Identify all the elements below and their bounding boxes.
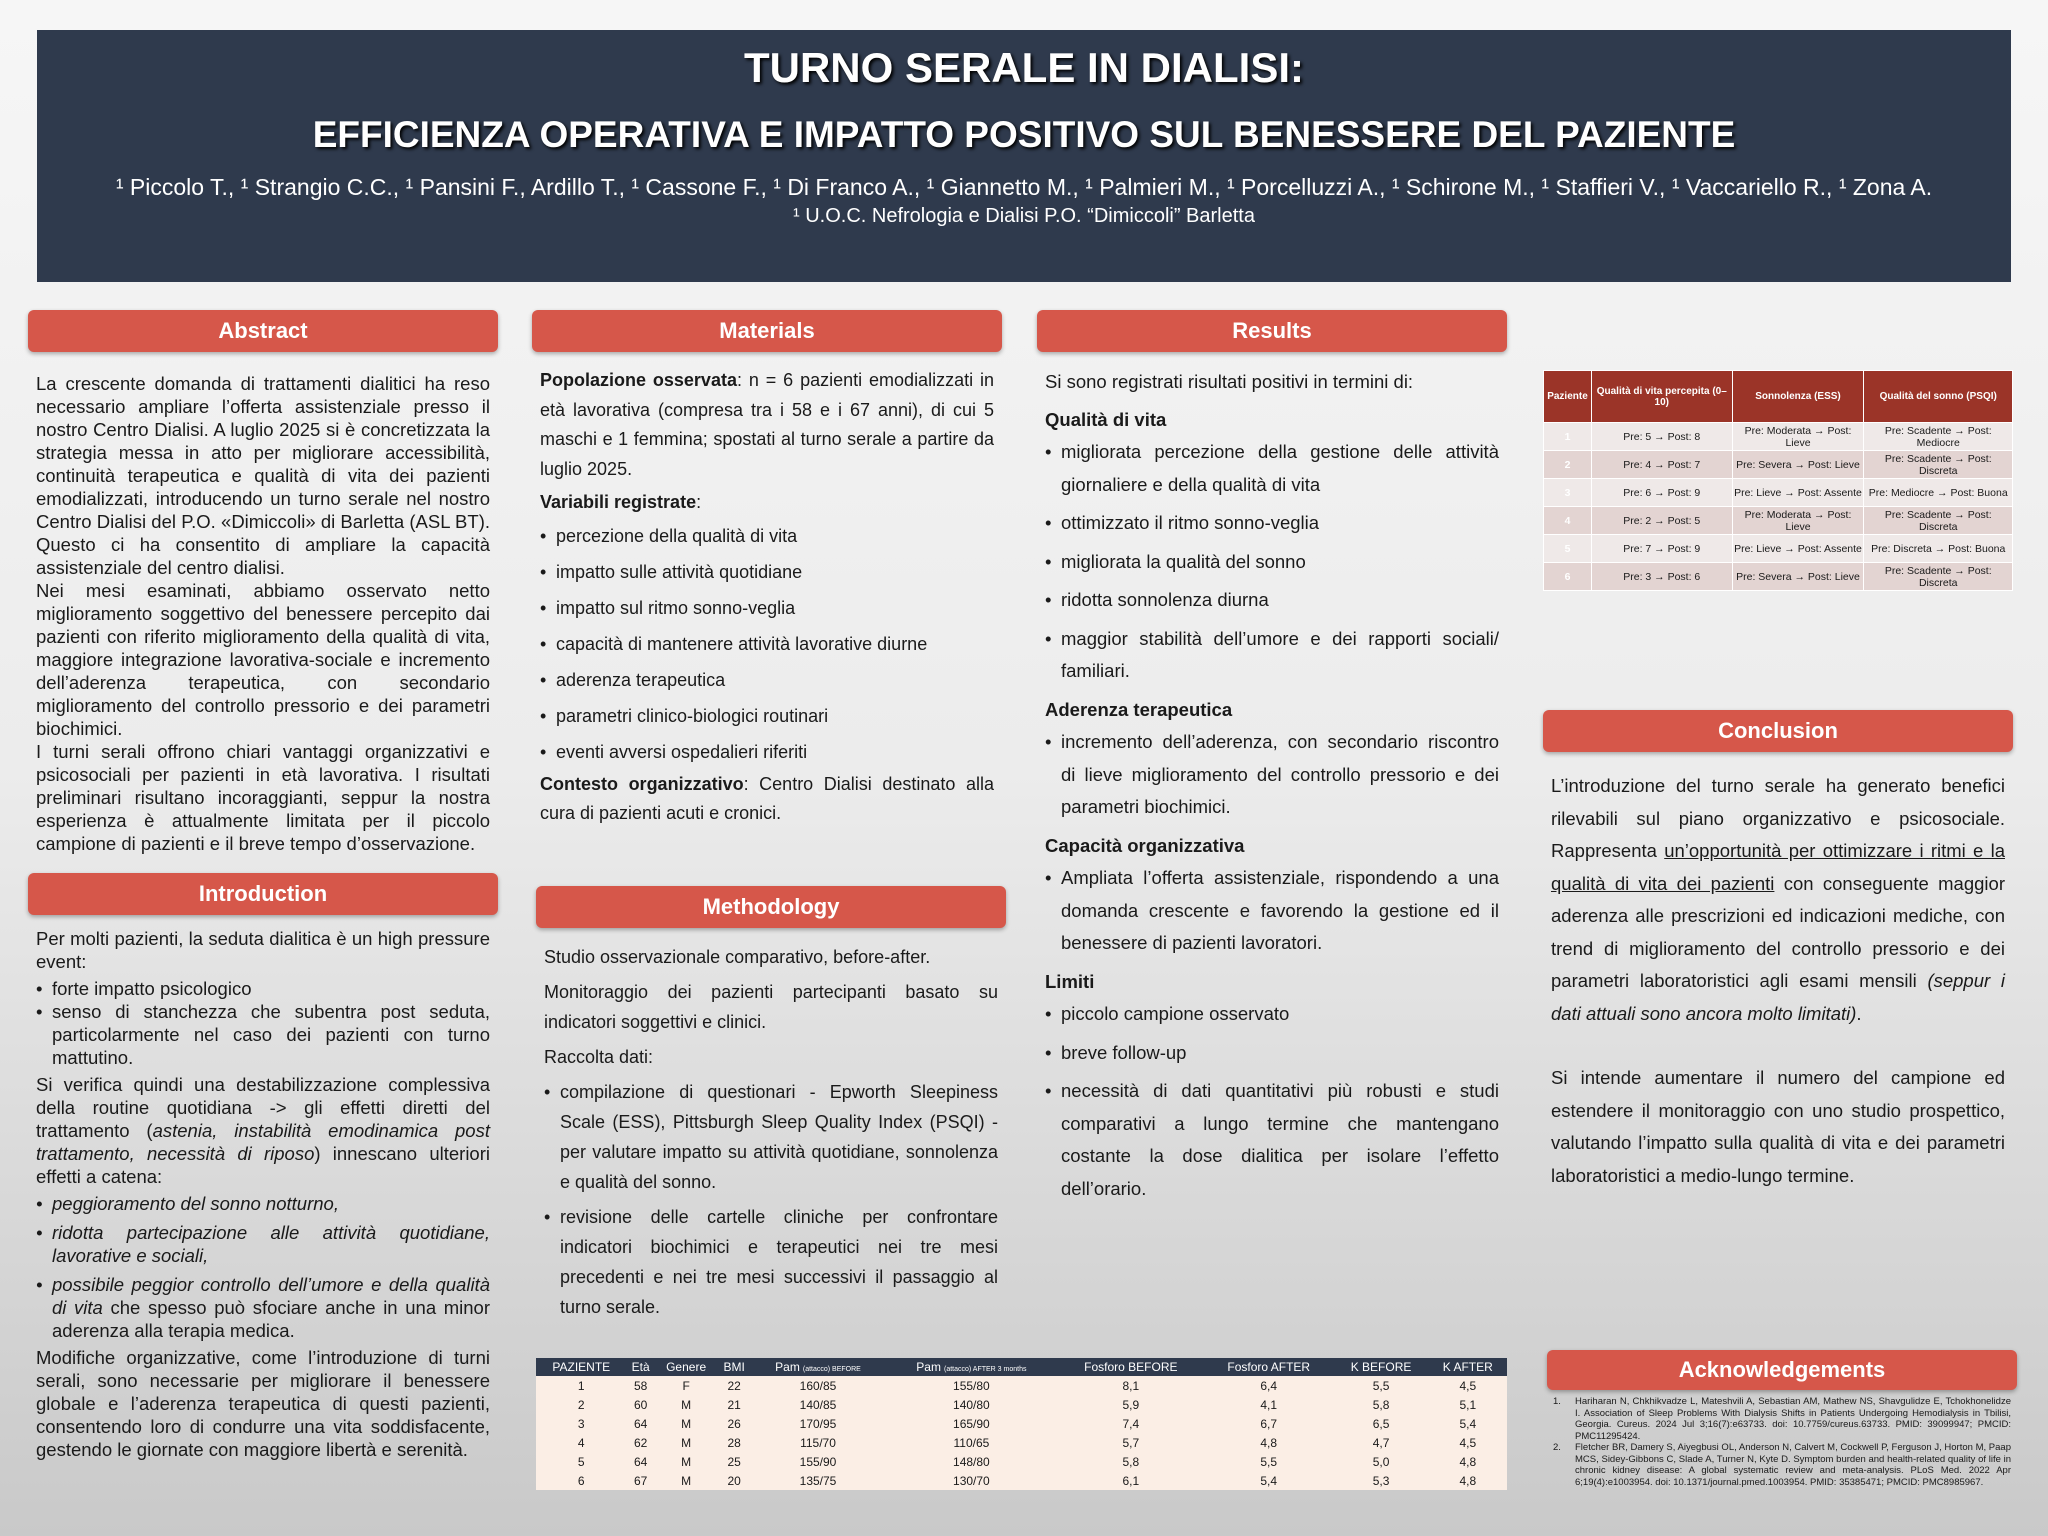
text: che spesso può sfociare anche in una minor aderenza alla terapia medica. bbox=[52, 1297, 491, 1341]
column-header bbox=[1204, 1358, 1334, 1376]
table-row bbox=[536, 1414, 1507, 1433]
table-row bbox=[1544, 423, 2013, 451]
table-row bbox=[536, 1452, 1507, 1471]
context bbox=[540, 770, 994, 829]
results-subheading: Qualità di vita bbox=[1045, 408, 1167, 430]
list-item: • necessità di dati quantitativi più robusti e studi comparativi a lungo termine che mantengano costante la dose dialitica per isolare l’effetto dell’orario. bbox=[1045, 1075, 1499, 1205]
intro-p1: Per molti pazienti, la seduta dialitica è un high pressure event: bbox=[36, 928, 490, 972]
results-intro: Si sono registrati risultati positivi in termini di: bbox=[1045, 371, 1414, 392]
list-item: • migliorata la qualità del sonno bbox=[1045, 546, 1499, 579]
results-list bbox=[1045, 726, 1499, 824]
table-cell: 5,8 bbox=[1058, 1452, 1204, 1471]
table-cell: 130/70 bbox=[885, 1471, 1058, 1490]
table-cell: 6,4 bbox=[1204, 1376, 1334, 1395]
list-item: • aderenza terapeutica bbox=[540, 662, 994, 698]
list-item: • revisione delle cartelle cliniche per confrontare indicatori biochimici e terapeutici nei tre mesi precedenti e nei tre mesi successivi il passaggio al turno serale. bbox=[544, 1202, 998, 1322]
variables-label bbox=[540, 488, 994, 518]
table-header-row bbox=[536, 1358, 1507, 1376]
table-cell: 8,1 bbox=[1058, 1376, 1204, 1395]
method-p1: Studio osservazionale comparativo, before-after. bbox=[544, 947, 931, 967]
table-cell: 5,0 bbox=[1334, 1452, 1429, 1471]
header-text: Età bbox=[631, 1360, 650, 1374]
text: L’introduzione del turno serale ha generato benefici rilevabili sul piano organizzativo e psicosociale. Rappresenta bbox=[1551, 775, 2005, 861]
column-header bbox=[1334, 1358, 1429, 1376]
table-cell: 5,9 bbox=[1058, 1395, 1204, 1414]
method-p2: Monitoraggio dei pazienti partecipanti basato su indicatori soggettivi e clinici. bbox=[544, 982, 998, 1032]
table-cell: 60 bbox=[627, 1395, 655, 1414]
table-cell: 21 bbox=[717, 1395, 750, 1414]
table-cell: 5,4 bbox=[1204, 1471, 1334, 1490]
table-cell: 5 bbox=[1544, 535, 1592, 563]
table-cell: Pre: 4 → Post: 7 bbox=[1592, 451, 1733, 479]
table-cell: 64 bbox=[627, 1414, 655, 1433]
table-cell: M bbox=[655, 1452, 718, 1471]
table-cell: Pre: Moderata → Post: Lieve bbox=[1732, 507, 1864, 535]
clinical-table bbox=[536, 1358, 1507, 1490]
list-item: • forte impatto psicologico bbox=[36, 977, 490, 1000]
table-cell: 5,1 bbox=[1429, 1395, 1507, 1414]
text: : bbox=[696, 492, 702, 512]
affiliation: ¹ U.O.C. Nefrologia e Dialisi P.O. “Dimiccoli” Barletta bbox=[793, 205, 1255, 227]
header-text: Pam bbox=[916, 1360, 941, 1374]
table-cell: 4,5 bbox=[1429, 1376, 1507, 1395]
conclusion-p2: Si intende aumentare il numero del campione ed estendere il monitoraggio con uno studio prospettico, valutando l’impatto sulla qualità di vita e dei parametri laboratoristici a medio-lungo termine. bbox=[1551, 1067, 2005, 1186]
table-cell: Pre: Scadente → Post: Discreta bbox=[1864, 507, 2013, 535]
table-cell: 165/90 bbox=[885, 1414, 1058, 1433]
header-text: BMI bbox=[723, 1360, 745, 1374]
column-header bbox=[717, 1358, 750, 1376]
label: Popolazione osservata bbox=[540, 370, 737, 390]
text: . bbox=[1856, 1002, 1862, 1024]
table-cell: Pre: Moderata → Post: Lieve bbox=[1732, 423, 1864, 451]
table-cell: 5,5 bbox=[1334, 1376, 1429, 1395]
authors: ¹ Piccolo T., ¹ Strangio C.C., ¹ Pansini F., Ardillo T., ¹ Cassone F., ¹ Di Franco A., ¹ Giannetto M., ¹ Palmieri M., ¹ Porcelluzzi A., ¹ Schirone M., ¹ Staffieri V., ¹ Vaccariello R., ¹ Zona A. bbox=[115, 174, 1933, 200]
list-item: • Ampliata l’offerta assistenziale, rispondendo a una domanda crescente e favorendo la gestione ed il benessere di pazienti lavoratori. bbox=[1045, 862, 1499, 960]
intro-p2 bbox=[36, 1073, 490, 1188]
introduction-section bbox=[28, 873, 498, 1461]
abstract-p1: La crescente domanda di trattamenti dialitici ha reso necessario ampliare l’offerta assistenziale presso il nostro Centro Dialisi. A luglio 2025 si è concretizzata la strategia messa in atto per migliorare accessibilità, continuità terapeutica e qualità di vita dei pazienti emodializzati, introducendo un turno serale nel nostro Centro Dialisi del P.O. «Dimiccoli» di Barletta (ASL BT). Questo ci ha consentito di ampliare la capacità assistenziale del centro dialisi. bbox=[36, 373, 490, 578]
table-cell: 110/65 bbox=[885, 1433, 1058, 1452]
results-subheading: Capacità organizzativa bbox=[1045, 834, 1245, 856]
table-cell: 28 bbox=[717, 1433, 750, 1452]
header-text: K BEFORE bbox=[1350, 1360, 1412, 1374]
table-cell: 7,4 bbox=[1058, 1414, 1204, 1433]
column-header bbox=[885, 1358, 1058, 1376]
table-cell: Pre: Discreta → Post: Buona bbox=[1864, 535, 2013, 563]
results-subheading: Limiti bbox=[1045, 970, 1095, 992]
table-row bbox=[1544, 451, 2013, 479]
label: Contesto organizzativo bbox=[540, 773, 744, 794]
table-cell: 5,5 bbox=[1204, 1452, 1334, 1471]
table-cell: 5,7 bbox=[1058, 1433, 1204, 1452]
text: un’opportunità per ottimizzare i ritmi e la qualità di vita dei pazienti bbox=[1551, 840, 2005, 894]
materials-section bbox=[532, 310, 1002, 829]
results-subheading: Aderenza terapeutica bbox=[1045, 698, 1233, 720]
column-header bbox=[536, 1358, 627, 1376]
list-item: • ridotta partecipazione alle attività quotidiane, lavorative e sociali, bbox=[36, 1221, 490, 1267]
variables-list bbox=[540, 518, 994, 770]
results-list bbox=[1045, 998, 1499, 1205]
list-item: • impatto sulle attività quotidiane bbox=[540, 554, 994, 590]
table-row bbox=[536, 1376, 1507, 1395]
table-cell: Pre: Scadente → Post: Discreta bbox=[1864, 451, 2013, 479]
header-text: (attacco) BEFORE bbox=[802, 1366, 861, 1373]
text: con conseguente maggior aderenza alle prescrizioni ed indicazioni mediche, con trend di miglioramento del controllo pressorio e dei parametri laboratoristici agli esami mensili bbox=[1551, 872, 2005, 991]
table-row bbox=[536, 1471, 1507, 1490]
intro-p3: Modifiche organizzative, come l’introduzione di turni serali, sono necessarie per migliorare il benessere globale e l’aderenza terapeutica di questi pazienti, consentendo loro di condurre una vita soddisfacente, gestendo le giornate con maggiore libertà e serenità. bbox=[36, 1347, 490, 1460]
methodology-section bbox=[536, 886, 1006, 1322]
table-cell: Pre: 6 → Post: 9 bbox=[1592, 479, 1733, 507]
table-cell: M bbox=[655, 1395, 718, 1414]
table-cell: 5,4 bbox=[1429, 1414, 1507, 1433]
table-cell: Pre: Lieve → Post: Assente bbox=[1732, 535, 1864, 563]
table-cell: 5 bbox=[536, 1452, 627, 1471]
table-cell: M bbox=[655, 1471, 718, 1490]
header-text: Fosforo AFTER bbox=[1227, 1360, 1311, 1374]
column-header: Qualità di vita percepita (0–10) bbox=[1592, 371, 1733, 423]
list-item: • senso di stanchezza che subentra post seduta, particolarmente nel caso dei pazienti con turno mattutino. bbox=[36, 1000, 490, 1069]
column-header: Qualità del sonno (PSQI) bbox=[1864, 371, 2013, 423]
text: : n = 6 pazienti emodializzati in età lavorativa (compresa tra i 58 e i 67 anni), di cui 5 maschi e 1 femmina; spostati al turno serale a partire da luglio 2025. bbox=[540, 370, 994, 479]
column-header: Paziente bbox=[1544, 371, 1592, 423]
column-header bbox=[751, 1358, 885, 1376]
text: ) innescano ulteriori effetti a catena: bbox=[36, 1143, 490, 1187]
conclusion-heading: Conclusion bbox=[1543, 710, 2013, 752]
table-cell: 160/85 bbox=[751, 1376, 885, 1395]
header-text: Pam bbox=[775, 1360, 800, 1374]
list-item: • maggior stabilità dell’umore e dei rapporti sociali/ familiari. bbox=[1045, 623, 1499, 688]
table-row bbox=[1544, 507, 2013, 535]
list-item: • impatto sul ritmo sonno-veglia bbox=[540, 590, 994, 626]
table-cell: 4 bbox=[1544, 507, 1592, 535]
table-cell: Pre: 5 → Post: 8 bbox=[1592, 423, 1733, 451]
abstract-section bbox=[28, 310, 498, 855]
table-cell: Pre: Scadente → Post: Discreta bbox=[1864, 563, 2013, 591]
text: : Centro Dialisi destinato alla cura di pazienti acuti e cronici. bbox=[540, 773, 994, 823]
table-cell: 62 bbox=[627, 1433, 655, 1452]
table-cell: 25 bbox=[717, 1452, 750, 1471]
header-text: PAZIENTE bbox=[552, 1360, 611, 1374]
table-cell: 4,1 bbox=[1204, 1395, 1334, 1414]
table-cell: 155/90 bbox=[751, 1452, 885, 1471]
reference-item: 2. Fletcher BR, Damery S, Aiyegbusi OL, Anderson N, Calvert M, Cockwell P, Ferguson J, Horton M, Paap MCS, Sidey-Gibbons C, Slade A, Turner N, Kyte D. Symptom burden and health-related quality of life in chronic kidney disease: A global systematic review and meta-analysis. PLoS Med. 2022 Apr 6;19(4):e1003954. doi: 10.1371/journal.pmed.1003954. PMID: 35385471; PMCID: PMC8985967. bbox=[1553, 1442, 2011, 1488]
table-cell: 67 bbox=[627, 1471, 655, 1490]
table-cell: 4,7 bbox=[1334, 1433, 1429, 1452]
header-text: Fosforo BEFORE bbox=[1084, 1360, 1178, 1374]
table-cell: 3 bbox=[1544, 479, 1592, 507]
table-row bbox=[536, 1395, 1507, 1414]
table-row bbox=[536, 1433, 1507, 1452]
list-item: • percezione della qualità di vita bbox=[540, 518, 994, 554]
text: Si verifica quindi una destabilizzazione complessiva della routine quotidiana -> gli effetti diretti del trattamento ( bbox=[36, 1074, 490, 1141]
table-cell: 170/95 bbox=[751, 1414, 885, 1433]
table-cell: 115/70 bbox=[751, 1433, 885, 1452]
table-cell: 6 bbox=[1544, 563, 1592, 591]
table-cell: Pre: Severa → Post: Lieve bbox=[1732, 451, 1864, 479]
table-cell: 4,8 bbox=[1204, 1433, 1334, 1452]
table-cell: 22 bbox=[717, 1376, 750, 1395]
table-cell: M bbox=[655, 1433, 718, 1452]
list-item: • eventi avversi ospedalieri riferiti bbox=[540, 734, 994, 770]
table-cell: Pre: 3 → Post: 6 bbox=[1592, 563, 1733, 591]
materials-heading: Materials bbox=[532, 310, 1002, 352]
table-cell: 5,3 bbox=[1334, 1471, 1429, 1490]
column-header bbox=[1058, 1358, 1204, 1376]
list-item: • ottimizzato il ritmo sonno-veglia bbox=[1045, 507, 1499, 540]
table-cell: 20 bbox=[717, 1471, 750, 1490]
list-item: • breve follow-up bbox=[1045, 1037, 1499, 1070]
table-cell: Pre: Mediocre → Post: Buona bbox=[1864, 479, 2013, 507]
conclusion-section bbox=[1543, 710, 2013, 1192]
list-item bbox=[36, 1273, 490, 1342]
table-cell: 155/80 bbox=[885, 1376, 1058, 1395]
table-row bbox=[1544, 563, 2013, 591]
table-cell: 4,5 bbox=[1429, 1433, 1507, 1452]
text: (seppur i dati attuali sono ancora molto limitati) bbox=[1551, 970, 2005, 1024]
poster-title: TURNO SERALE IN DIALISI: bbox=[743, 44, 1304, 91]
outcome-table bbox=[1543, 370, 2013, 591]
column-header: Sonnolenza (ESS) bbox=[1732, 371, 1864, 423]
table-cell: 4 bbox=[536, 1433, 627, 1452]
reference-item: 1. Hariharan N, Chkhikvadze L, Mateshvili A, Sebastian AM, Mathew NS, Shavgulidze E, Tchokhonelidze I. Association of Sleep Problems With Dialysis Shifts in Patients Undergoing Hemodialysis in Tbilisi, Georgia. Cureus. 2024 Jul 3;16(7):e63733. doi: 10.7759/cureus.63733. PMID: 39099947; PMCID: PMC11295424. bbox=[1553, 1396, 2011, 1442]
table-cell: Pre: Scadente → Post: Mediocre bbox=[1864, 423, 2013, 451]
table-cell: 6,1 bbox=[1058, 1471, 1204, 1490]
table-cell: 3 bbox=[536, 1414, 627, 1433]
table-cell: 4,8 bbox=[1429, 1471, 1507, 1490]
list-item: • piccolo campione osservato bbox=[1045, 998, 1499, 1031]
abstract-p2: Nei mesi esaminati, abbiamo osservato netto miglioramento soggettivo del benessere percepito dai pazienti con riferito miglioramento della qualità di vita, maggiore integrazione lavorativa-sociale e incremento dell’aderenza terapeutica, con secondario miglioramento del controllo pressorio e dei parametri biochimici. bbox=[36, 580, 490, 739]
results-list bbox=[1045, 862, 1499, 960]
table-cell: F bbox=[655, 1376, 718, 1395]
list-item: • peggioramento del sonno notturno, bbox=[36, 1192, 490, 1215]
table-cell: 64 bbox=[627, 1452, 655, 1471]
header-text: K AFTER bbox=[1442, 1360, 1493, 1374]
table-cell: 4,8 bbox=[1429, 1452, 1507, 1471]
methodology-heading: Methodology bbox=[536, 886, 1006, 928]
results-section bbox=[1037, 310, 1507, 1211]
results-list bbox=[1045, 436, 1499, 688]
table-row bbox=[1544, 479, 2013, 507]
table-cell: 26 bbox=[717, 1414, 750, 1433]
table-cell: 148/80 bbox=[885, 1452, 1058, 1471]
poster-subtitle: EFFICIENZA OPERATIVA E IMPATTO POSITIVO SUL BENESSERE DEL PAZIENTE bbox=[312, 114, 1736, 155]
list-item: • ridotta sonnolenza diurna bbox=[1045, 584, 1499, 617]
results-heading: Results bbox=[1037, 310, 1507, 352]
table-cell: 5,8 bbox=[1334, 1395, 1429, 1414]
text: possibile peggior controllo dell’umore e della qualità di vita bbox=[52, 1274, 490, 1318]
list-item: • compilazione di questionari - Epworth Sleepiness Scale (ESS), Pittsburgh Sleep Quality Index (PSQI) - per valutare impatto su attività quotidiane, sonnolenza e qualità del sonno. bbox=[544, 1077, 998, 1197]
table-cell: 140/80 bbox=[885, 1395, 1058, 1414]
table-cell: M bbox=[655, 1414, 718, 1433]
table-row bbox=[1544, 535, 2013, 563]
table-cell: 2 bbox=[1544, 451, 1592, 479]
label: Variabili registrate bbox=[540, 492, 697, 512]
acknowledgements-heading: Acknowledgements bbox=[1547, 1350, 2017, 1390]
conclusion-p1 bbox=[1551, 770, 2005, 1030]
table-cell: 58 bbox=[627, 1376, 655, 1395]
list-item: • capacità di mantenere attività lavorative diurne bbox=[540, 626, 994, 662]
table-header-row bbox=[1544, 371, 2013, 423]
column-header bbox=[655, 1358, 718, 1376]
list-item: • parametri clinico-biologici routinari bbox=[540, 698, 994, 734]
table-cell: Pre: Severa → Post: Lieve bbox=[1732, 563, 1864, 591]
population bbox=[540, 366, 994, 484]
acknowledgements-section bbox=[1547, 1350, 2017, 1488]
table-cell: 6,7 bbox=[1204, 1414, 1334, 1433]
text: astenia, instabilità emodinamica post trattamento, necessità di riposo bbox=[36, 1120, 490, 1164]
table-cell: Pre: 2 → Post: 5 bbox=[1592, 507, 1733, 535]
method-p3: Raccolta dati: bbox=[544, 1047, 654, 1067]
table-cell: 1 bbox=[536, 1376, 627, 1395]
list-item: • migliorata percezione della gestione delle attività giornaliere e della qualità di vita bbox=[1045, 436, 1499, 501]
table-cell: 135/75 bbox=[751, 1471, 885, 1490]
list-item: • incremento dell’aderenza, con secondario riscontro di lieve miglioramento del controllo pressorio e dei parametri biochimici. bbox=[1045, 726, 1499, 824]
table-cell: 6,5 bbox=[1334, 1414, 1429, 1433]
table-cell: 140/85 bbox=[751, 1395, 885, 1414]
column-header bbox=[627, 1358, 655, 1376]
column-header bbox=[1429, 1358, 1507, 1376]
table-cell: Pre: 7 → Post: 9 bbox=[1592, 535, 1733, 563]
abstract-heading: Abstract bbox=[28, 310, 498, 352]
header-text: (attacco) AFTER 3 months bbox=[943, 1366, 1027, 1373]
table-cell: 6 bbox=[536, 1471, 627, 1490]
header-text: Genere bbox=[666, 1360, 707, 1374]
introduction-heading: Introduction bbox=[28, 873, 498, 915]
table-cell: 1 bbox=[1544, 423, 1592, 451]
poster-header bbox=[37, 30, 2011, 282]
abstract-p3: I turni serali offrono chiari vantaggi organizzativi e psicosociali per pazienti in età lavorativa. I risultati preliminari risultano incoraggianti, seppur la nostra esperienza è attualmente limitata per il piccolo campione di pazienti e il breve tempo d’osservazione. bbox=[36, 741, 490, 854]
table-cell: 2 bbox=[536, 1395, 627, 1414]
table-cell: Pre: Lieve → Post: Assente bbox=[1732, 479, 1864, 507]
